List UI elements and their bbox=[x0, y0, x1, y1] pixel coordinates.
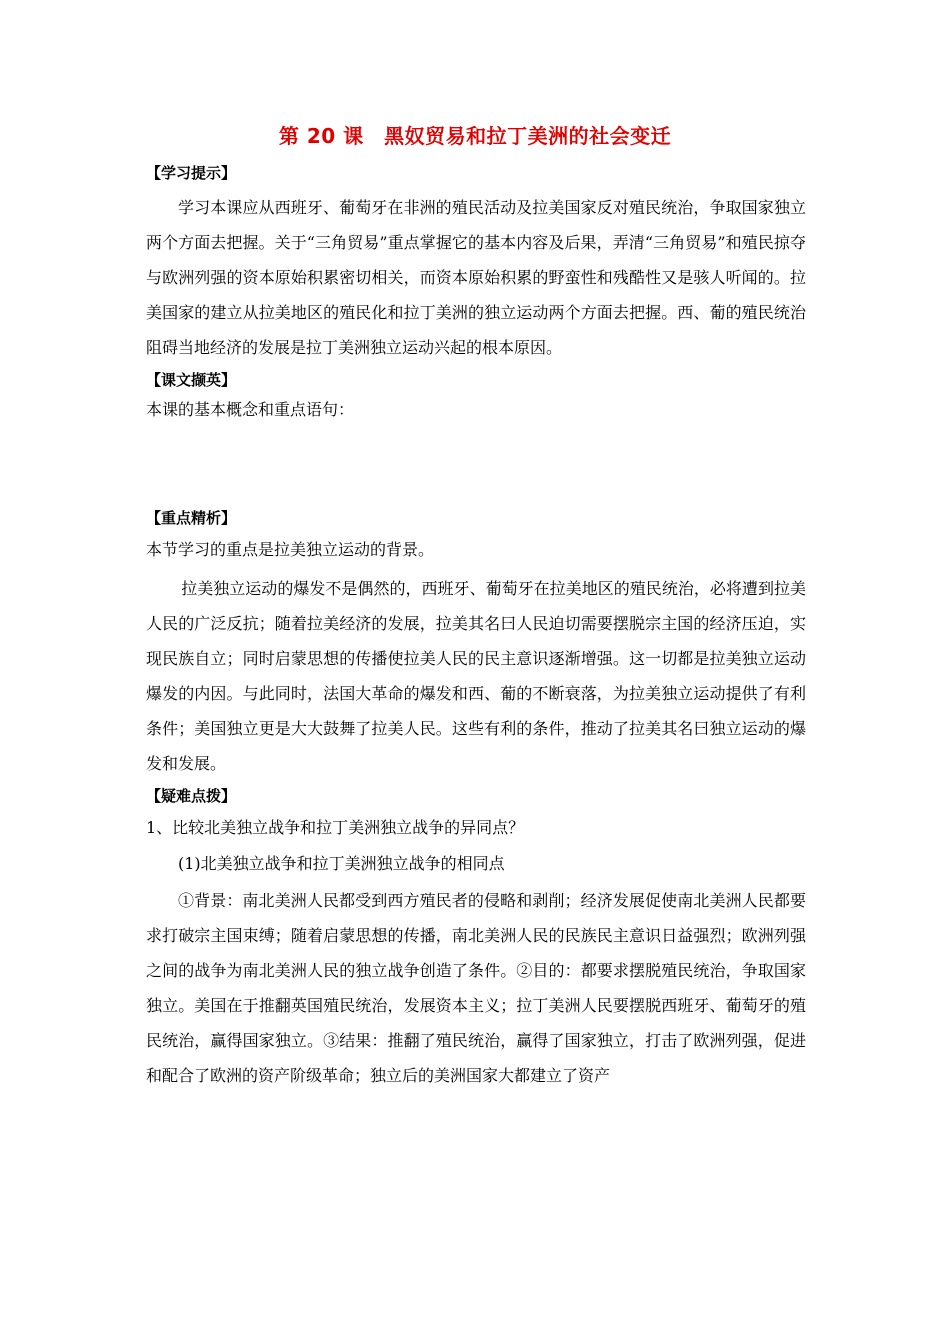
excerpt-text: 本课的基本概念和重点语句： bbox=[146, 400, 355, 419]
difficulty-paragraph: ①背景：南北美洲人民都受到西方殖民者的侵略和剥削；经济发展促使南北美洲人民都要求打破宗主国束缚；随着启蒙思想的传播，南北美洲人民的民族民主意识日益强烈；欧洲列强之间的战争为南北美洲人民的独立战争创造了条件。②目的：都要求摆脱殖民统治，争取国家独立。美国在于推翻英国殖民统治，发展资本主义；拉丁美洲人民要摆脱西班牙、葡萄牙的殖民统治，赢得国家独立。③结果：推翻了殖民统治，赢得了国家独立，打击了欧洲列强，促进和配合了欧洲的资产阶级革命；独立后的美洲国家大都建立了资产 bbox=[146, 891, 806, 1085]
difficulty-subheading: (1)北美独立战争和拉丁美洲独立战争的相同点 bbox=[178, 854, 505, 873]
page-title: 第 20 课 黑奴贸易和拉丁美洲的社会变迁 bbox=[278, 124, 672, 148]
section-heading-difficulty: 【疑难点拨】 bbox=[146, 787, 237, 805]
section-heading-study-tips: 【学习提示】 bbox=[146, 164, 237, 182]
difficulty-question: 1、比较北美独立战争和拉丁美洲独立战争的异同点？ bbox=[146, 818, 525, 837]
document-body bbox=[146, 162, 806, 1093]
key-analysis-intro: 本节学习的重点是拉美独立运动的背景。 bbox=[146, 540, 435, 559]
section-heading-key-analysis: 【重点精析】 bbox=[146, 509, 237, 527]
section-heading-excerpt: 【课文撷英】 bbox=[146, 371, 237, 389]
key-analysis-paragraph: 拉美独立运动的爆发不是偶然的，西班牙、葡萄牙在拉美地区的殖民统治，必将遭到拉美人民的广泛反抗；随着拉美经济的发展，拉美其名曰人民迫切需要摆脱宗主国的经济压迫，实现民族自立；同时启蒙思想的传播使拉美人民的民主意识逐渐增强。这一切都是拉美独立运动爆发的内因。与此同时，法国大革命的爆发和西、葡的不断衰落，为拉美独立运动提供了有利条件；美国独立更是大大鼓舞了拉美人民。这些有利的条件，推动了拉美其名曰独立运动的爆发和发展。 bbox=[146, 579, 806, 773]
study-tips-paragraph: 学习本课应从西班牙、葡萄牙在非洲的殖民活动及拉美国家反对殖民统治，争取国家独立两个方面去把握。关于“三角贸易”重点掌握它的基本内容及后果，弄清“三角贸易”和殖民掠夺与欧洲列强的资本原始积累密切相关，而资本原始积累的野蛮性和残酷性又是骇人听闻的。拉美国家的建立从拉美地区的殖民化和拉丁美洲的独立运动两个方面去把握。西、葡的殖民统治阻碍当地经济的发展是拉丁美洲独立运动兴起的根本原因。 bbox=[146, 198, 806, 357]
